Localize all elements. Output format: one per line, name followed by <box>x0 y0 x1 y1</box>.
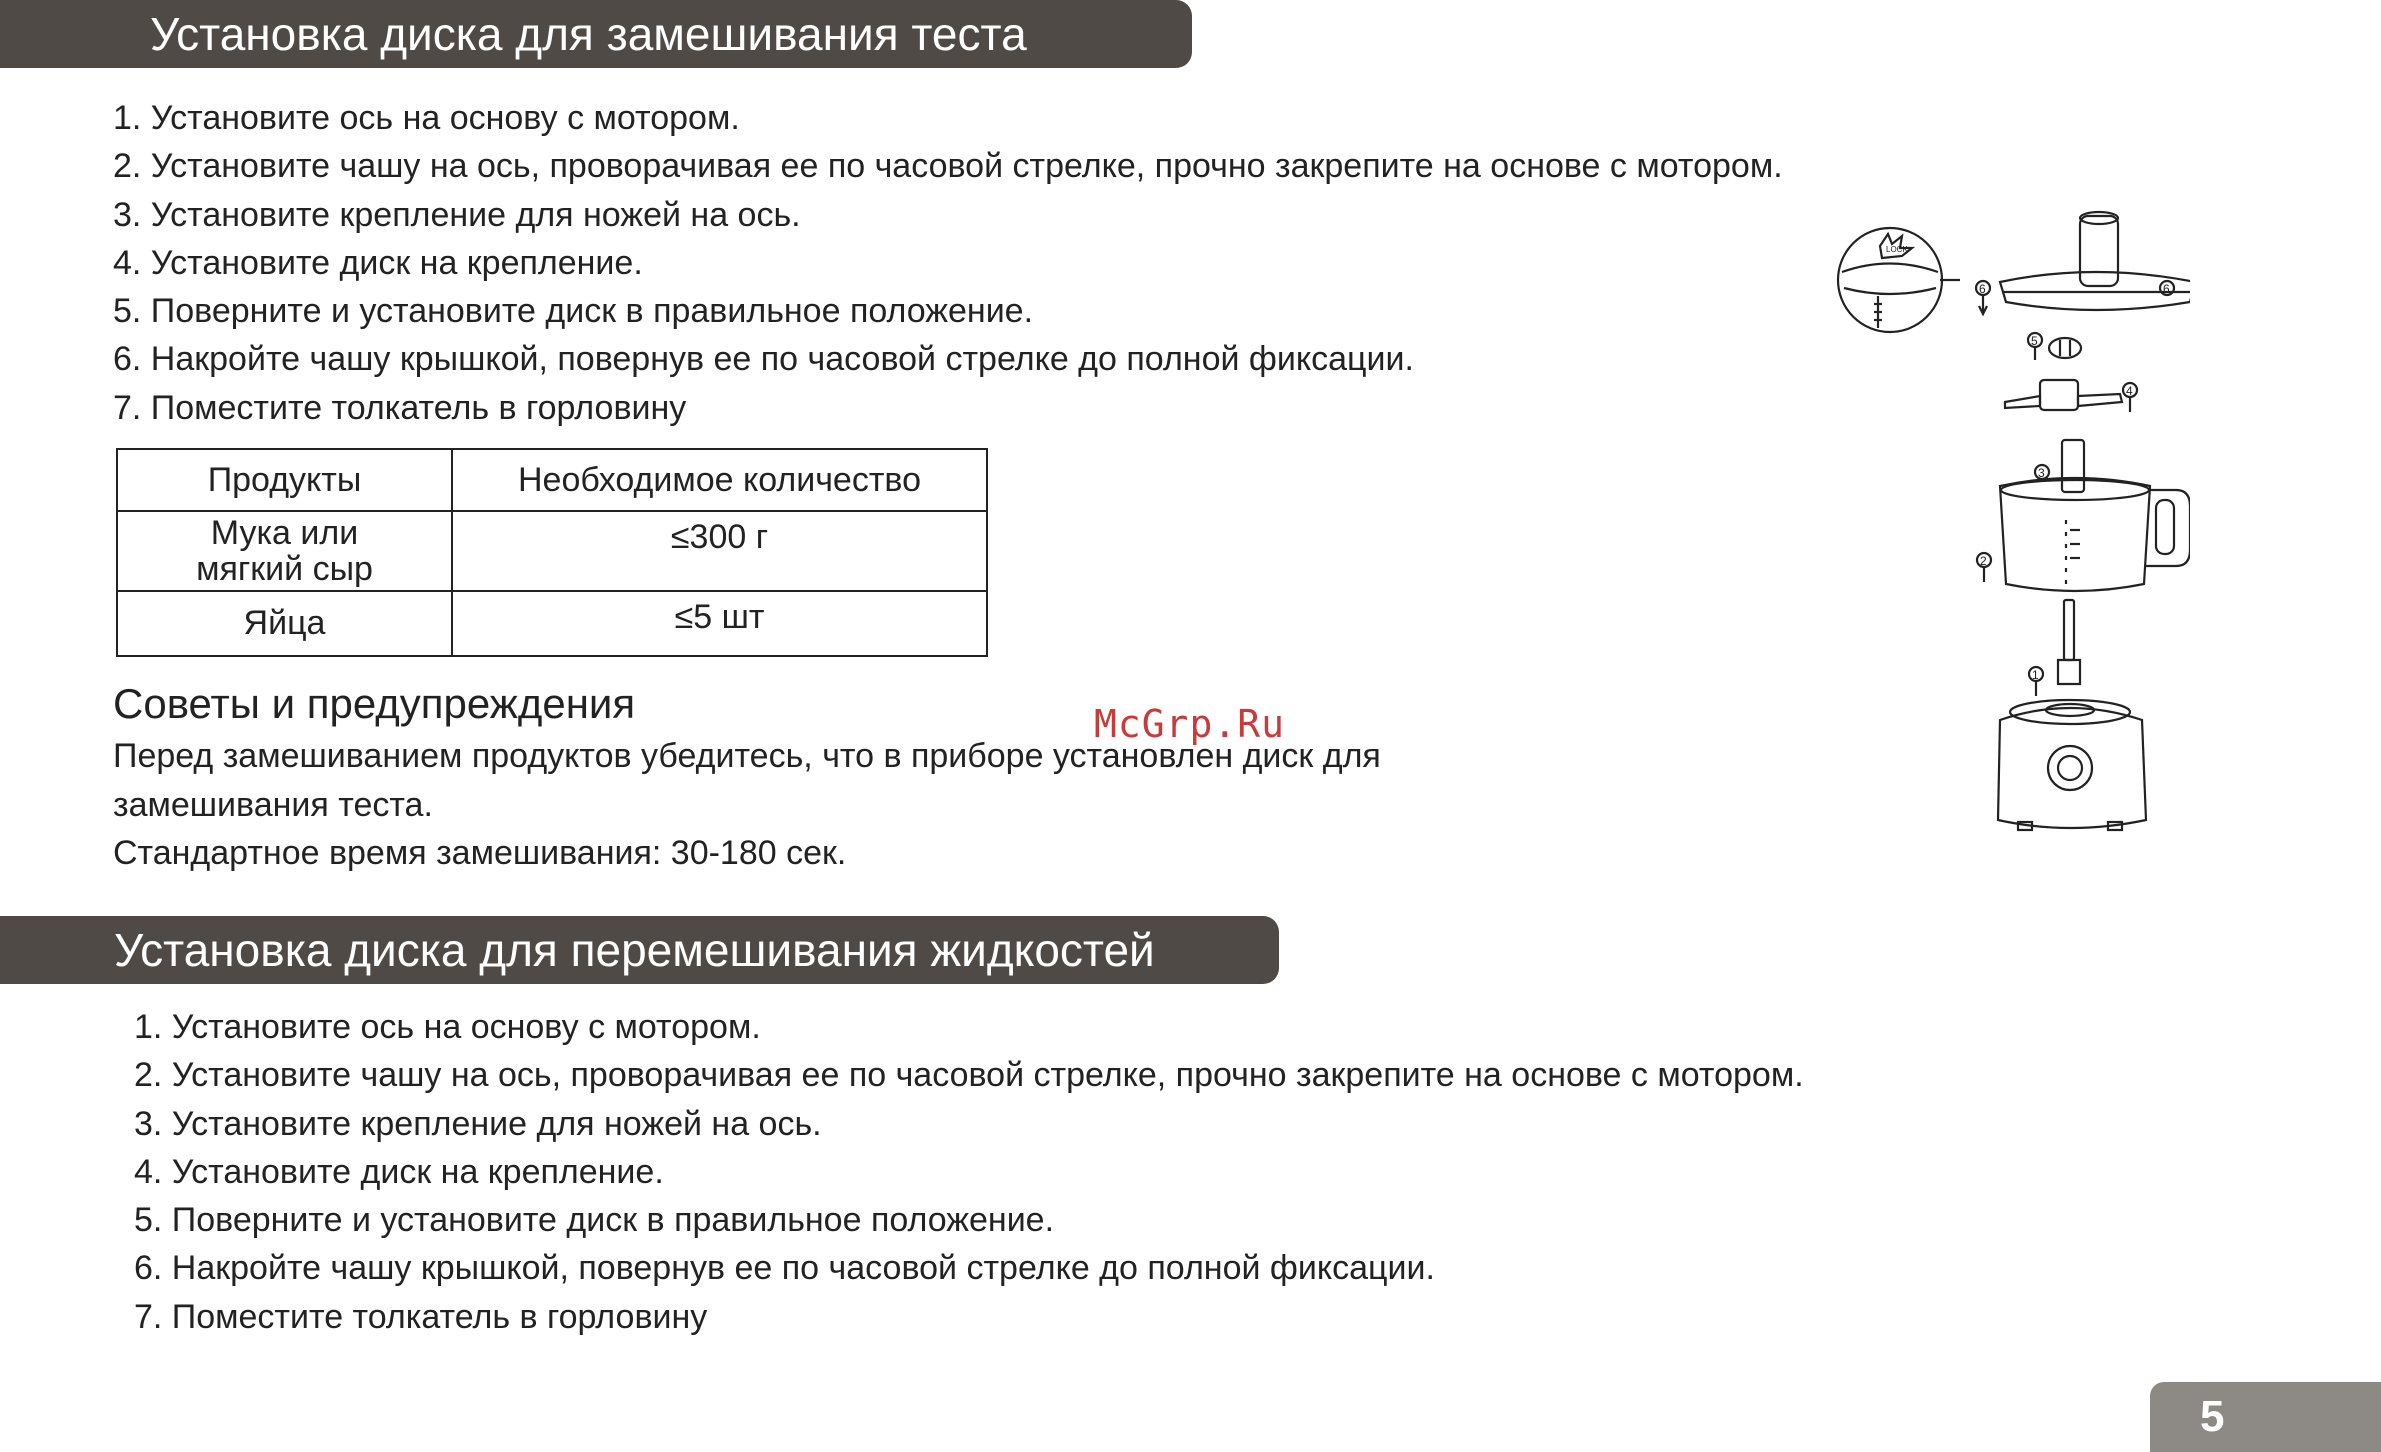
list-item: 5. Поверните и установите диск в правильное положение. <box>113 292 1034 331</box>
kneading-steps-list <box>113 94 1783 432</box>
quantity-table <box>116 448 988 657</box>
list-item: 6. Накройте чашу крышкой, повернув ее по часовой стрелке до полной фиксации. <box>134 1249 1435 1288</box>
table-row <box>117 511 987 591</box>
callout-2 <box>1977 553 1991 582</box>
header-products: Продукты <box>117 449 452 511</box>
lid-illustration <box>2000 212 2190 310</box>
watermark: McGrp.Ru <box>1094 702 1286 746</box>
tips-line: замешивания теста. <box>113 785 433 824</box>
list-item: 2. Установите чашу на ось, проворачивая ее по часовой стрелке, прочно закрепите на основе с мотором. <box>113 147 1783 186</box>
tips-heading: Советы и предупреждения <box>113 680 636 727</box>
callout-label: 6 <box>1979 282 1986 296</box>
header-amount: Необходимое количество <box>452 449 987 511</box>
list-item: 7. Поместите толкатель в горловину <box>134 1297 708 1336</box>
lock-detail-illustration <box>1838 228 1960 332</box>
list-item: 2. Установите чашу на ось, проворачивая ее по часовой стрелке, прочно закрепите на основе с мотором. <box>134 1056 1804 1095</box>
callout-label: 5 <box>2031 334 2038 348</box>
table-row <box>117 591 987 656</box>
callout-label: 6 <box>2163 282 2170 296</box>
cell-product-line1: Мука или <box>210 514 359 552</box>
callout-label: 1 <box>2032 668 2039 682</box>
list-item: 6. Накройте чашу крышкой, повернув ее по часовой стрелке до полной фиксации. <box>113 340 1414 379</box>
list-item: 1. Установите ось на основу с мотором. <box>113 99 740 137</box>
callout-6-lid <box>2160 281 2174 296</box>
amount-value: ≤5 шт <box>674 598 765 636</box>
bowl-illustration <box>2000 440 2190 591</box>
assembly-diagram <box>1830 200 2190 860</box>
cell-product: Яйца <box>117 591 452 656</box>
list-item: 5. Поверните и установите диск в правильное положение. <box>134 1201 1055 1240</box>
cell-product <box>117 511 452 591</box>
shaft-illustration <box>2029 600 2080 696</box>
lock-label: LOCK <box>1886 245 1908 254</box>
list-item: 4. Установите диск на крепление. <box>134 1152 664 1191</box>
list-item: 7. Поместите толкатель в горловину <box>113 388 687 427</box>
section-title-kneading: Установка диска для замешивания теста <box>0 0 1192 68</box>
amount-value: ≤300 г <box>670 518 769 556</box>
list-item: 3. Установите крепление для ножей на ось. <box>134 1104 822 1143</box>
list-item: 4. Установите диск на крепление. <box>113 243 643 282</box>
tips-text <box>113 732 1513 878</box>
motor-base-illustration <box>1998 700 2146 830</box>
callout-label: 4 <box>2126 384 2133 398</box>
tips-line: Стандартное время замешивания: 30-180 сек. <box>113 834 847 872</box>
cell-amount <box>452 591 987 656</box>
tips-line: Перед замешиванием продуктов убедитесь, что в приборе установлен диск для <box>113 737 1381 775</box>
callout-label: 3 <box>2038 466 2045 480</box>
mixing-steps-list <box>134 1003 1804 1341</box>
section-title-mixing-liquids: Установка диска для перемешивания жидкостей <box>0 916 1279 984</box>
blade-holder-illustration <box>2005 380 2137 412</box>
callout-label: 2 <box>1980 554 1987 568</box>
list-item: 1. Установите ось на основу с мотором. <box>134 1008 761 1046</box>
list-item: 3. Установите крепление для ножей на ось. <box>113 195 801 234</box>
page-number: 5 <box>2150 1382 2381 1452</box>
table-header-row <box>117 449 987 511</box>
cell-amount <box>452 511 987 591</box>
callout-6-detail <box>1976 281 1990 314</box>
disk-illustration <box>2028 333 2081 360</box>
cell-product-line2: мягкий сыр <box>196 550 373 588</box>
